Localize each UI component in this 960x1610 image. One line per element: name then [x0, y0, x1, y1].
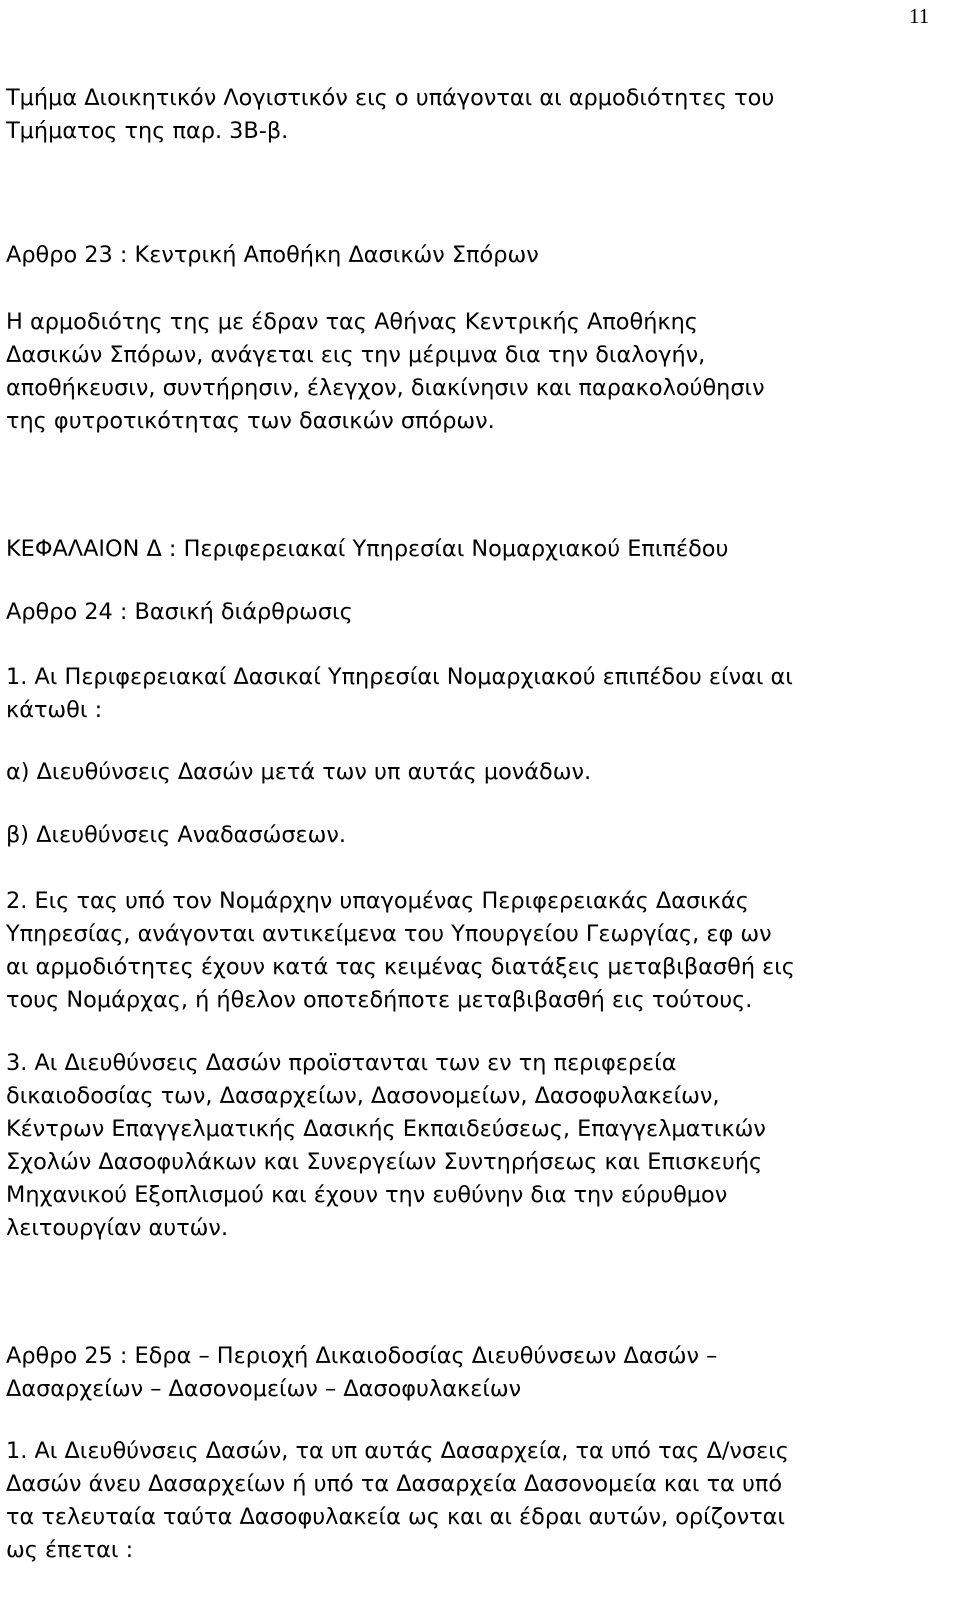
text-line: τους Νομάρχας, ή ήθελον οποτεδήποτε μεταβιβασθή εις τούτους. [6, 987, 753, 1013]
text-line: Σχολών Δασοφυλάκων και Συνεργείων Συντηρήσεως και Επισκευής [6, 1149, 763, 1175]
text-line: Υπηρεσίας, ανάγονται αντικείμενα του Υπουργείου Γεωργίας, εφ ων [6, 921, 772, 947]
text-line: δικαιοδοσίας των, Δασαρχείων, Δασονομείων, Δασοφυλακείων, [6, 1083, 720, 1109]
article-24-paragraph-3 [6, 1047, 946, 1245]
text-line: Δασών άνευ Δασαρχείων ή υπό τα Δασαρχεία Δασονομεία και τα υπό [6, 1471, 783, 1497]
text-line: 1. Αι Διευθύνσεις Δασών, τα υπ αυτάς Δασαρχεία, τα υπό τας Δ/νσεις [6, 1438, 789, 1464]
text-line: Αρθρο 24 : Βασική διάρθρωσις [6, 599, 353, 625]
text-line: ΚΕΦΑΛΑΙΟΝ Δ : Περιφερειακαί Υπηρεσίαι Νομαρχιακού Επιπέδου [6, 536, 729, 562]
text-line: Μηχανικού Εξοπλισμού και έχουν την ευθύνην δια την εύρυθμον [6, 1182, 728, 1208]
text-line: Τμήματος της παρ. 3Β-β. [6, 118, 289, 144]
article-25-paragraph-1 [6, 1435, 946, 1567]
text-line: β) Διευθύνσεις Αναδασώσεων. [6, 822, 347, 848]
chapter-d-heading [6, 533, 946, 566]
page-number: 11 [909, 4, 930, 28]
text-line: Αρθρο 25 : Εδρα – Περιοχή Δικαιοδοσίας Διευθύνσεων Δασών – [6, 1343, 718, 1369]
text-line: 3. Αι Διευθύνσεις Δασών προϊστανται των εν τη περιφερεία [6, 1050, 677, 1076]
text-line: 2. Εις τας υπό τον Νομάρχην υπαγομένας Περιφερειακάς Δασικάς [6, 888, 749, 914]
text-line: της φυτροτικότητας των δασικών σπόρων. [6, 408, 495, 434]
text-line: Τμήμα Διοικητικόν Λογιστικόν εις ο υπάγονται αι αρμοδιότητες του [6, 85, 775, 111]
article-24-paragraph-2 [6, 885, 946, 1017]
text-line: Αρθρο 23 : Κεντρική Αποθήκη Δασικών Σπόρων [6, 242, 539, 268]
text-line: κάτωθι : [6, 697, 103, 723]
text-line: Δασαρχείων – Δασονομείων – Δασοφυλακείων [6, 1376, 522, 1402]
article-24-paragraph-1 [6, 661, 946, 727]
article-23-heading [6, 239, 946, 272]
text-line: Δασικών Σπόρων, ανάγεται εις την μέριμνα δια την διαλογήν, [6, 342, 706, 368]
text-line: Η αρμοδιότης της με έδραν τας Αθήνας Κεντρικής Αποθήκης [6, 309, 698, 335]
article-23-paragraph [6, 306, 946, 438]
text-line: 1. Αι Περιφερειακαί Δασικαί Υπηρεσίαι Νομαρχιακού επιπέδου είναι αι [6, 664, 793, 690]
text-line: αποθήκευσιν, συντήρησιν, έλεγχον, διακίνησιν και παρακολούθησιν [6, 375, 765, 401]
article-24-heading [6, 596, 946, 629]
text-line: τα τελευταία ταύτα Δασοφυλακεία ως και αι έδραι αυτών, ορίζονται [6, 1504, 785, 1530]
text-line: α) Διευθύνσεις Δασών μετά των υπ αυτάς μονάδων. [6, 759, 592, 785]
article-25-heading [6, 1340, 946, 1406]
text-line: λειτουργίαν αυτών. [6, 1215, 229, 1241]
text-line: ως έπεται : [6, 1537, 134, 1563]
article-24-item-b [6, 819, 946, 852]
intro-paragraph [6, 82, 946, 148]
text-line: αι αρμοδιότητες έχουν κατά τας κειμένας διατάξεις μεταβιβασθή εις [6, 954, 795, 980]
text-line: Κέντρων Επαγγελματικής Δασικής Εκπαιδεύσεως, Επαγγελματικών [6, 1116, 766, 1142]
article-24-item-a [6, 756, 946, 789]
